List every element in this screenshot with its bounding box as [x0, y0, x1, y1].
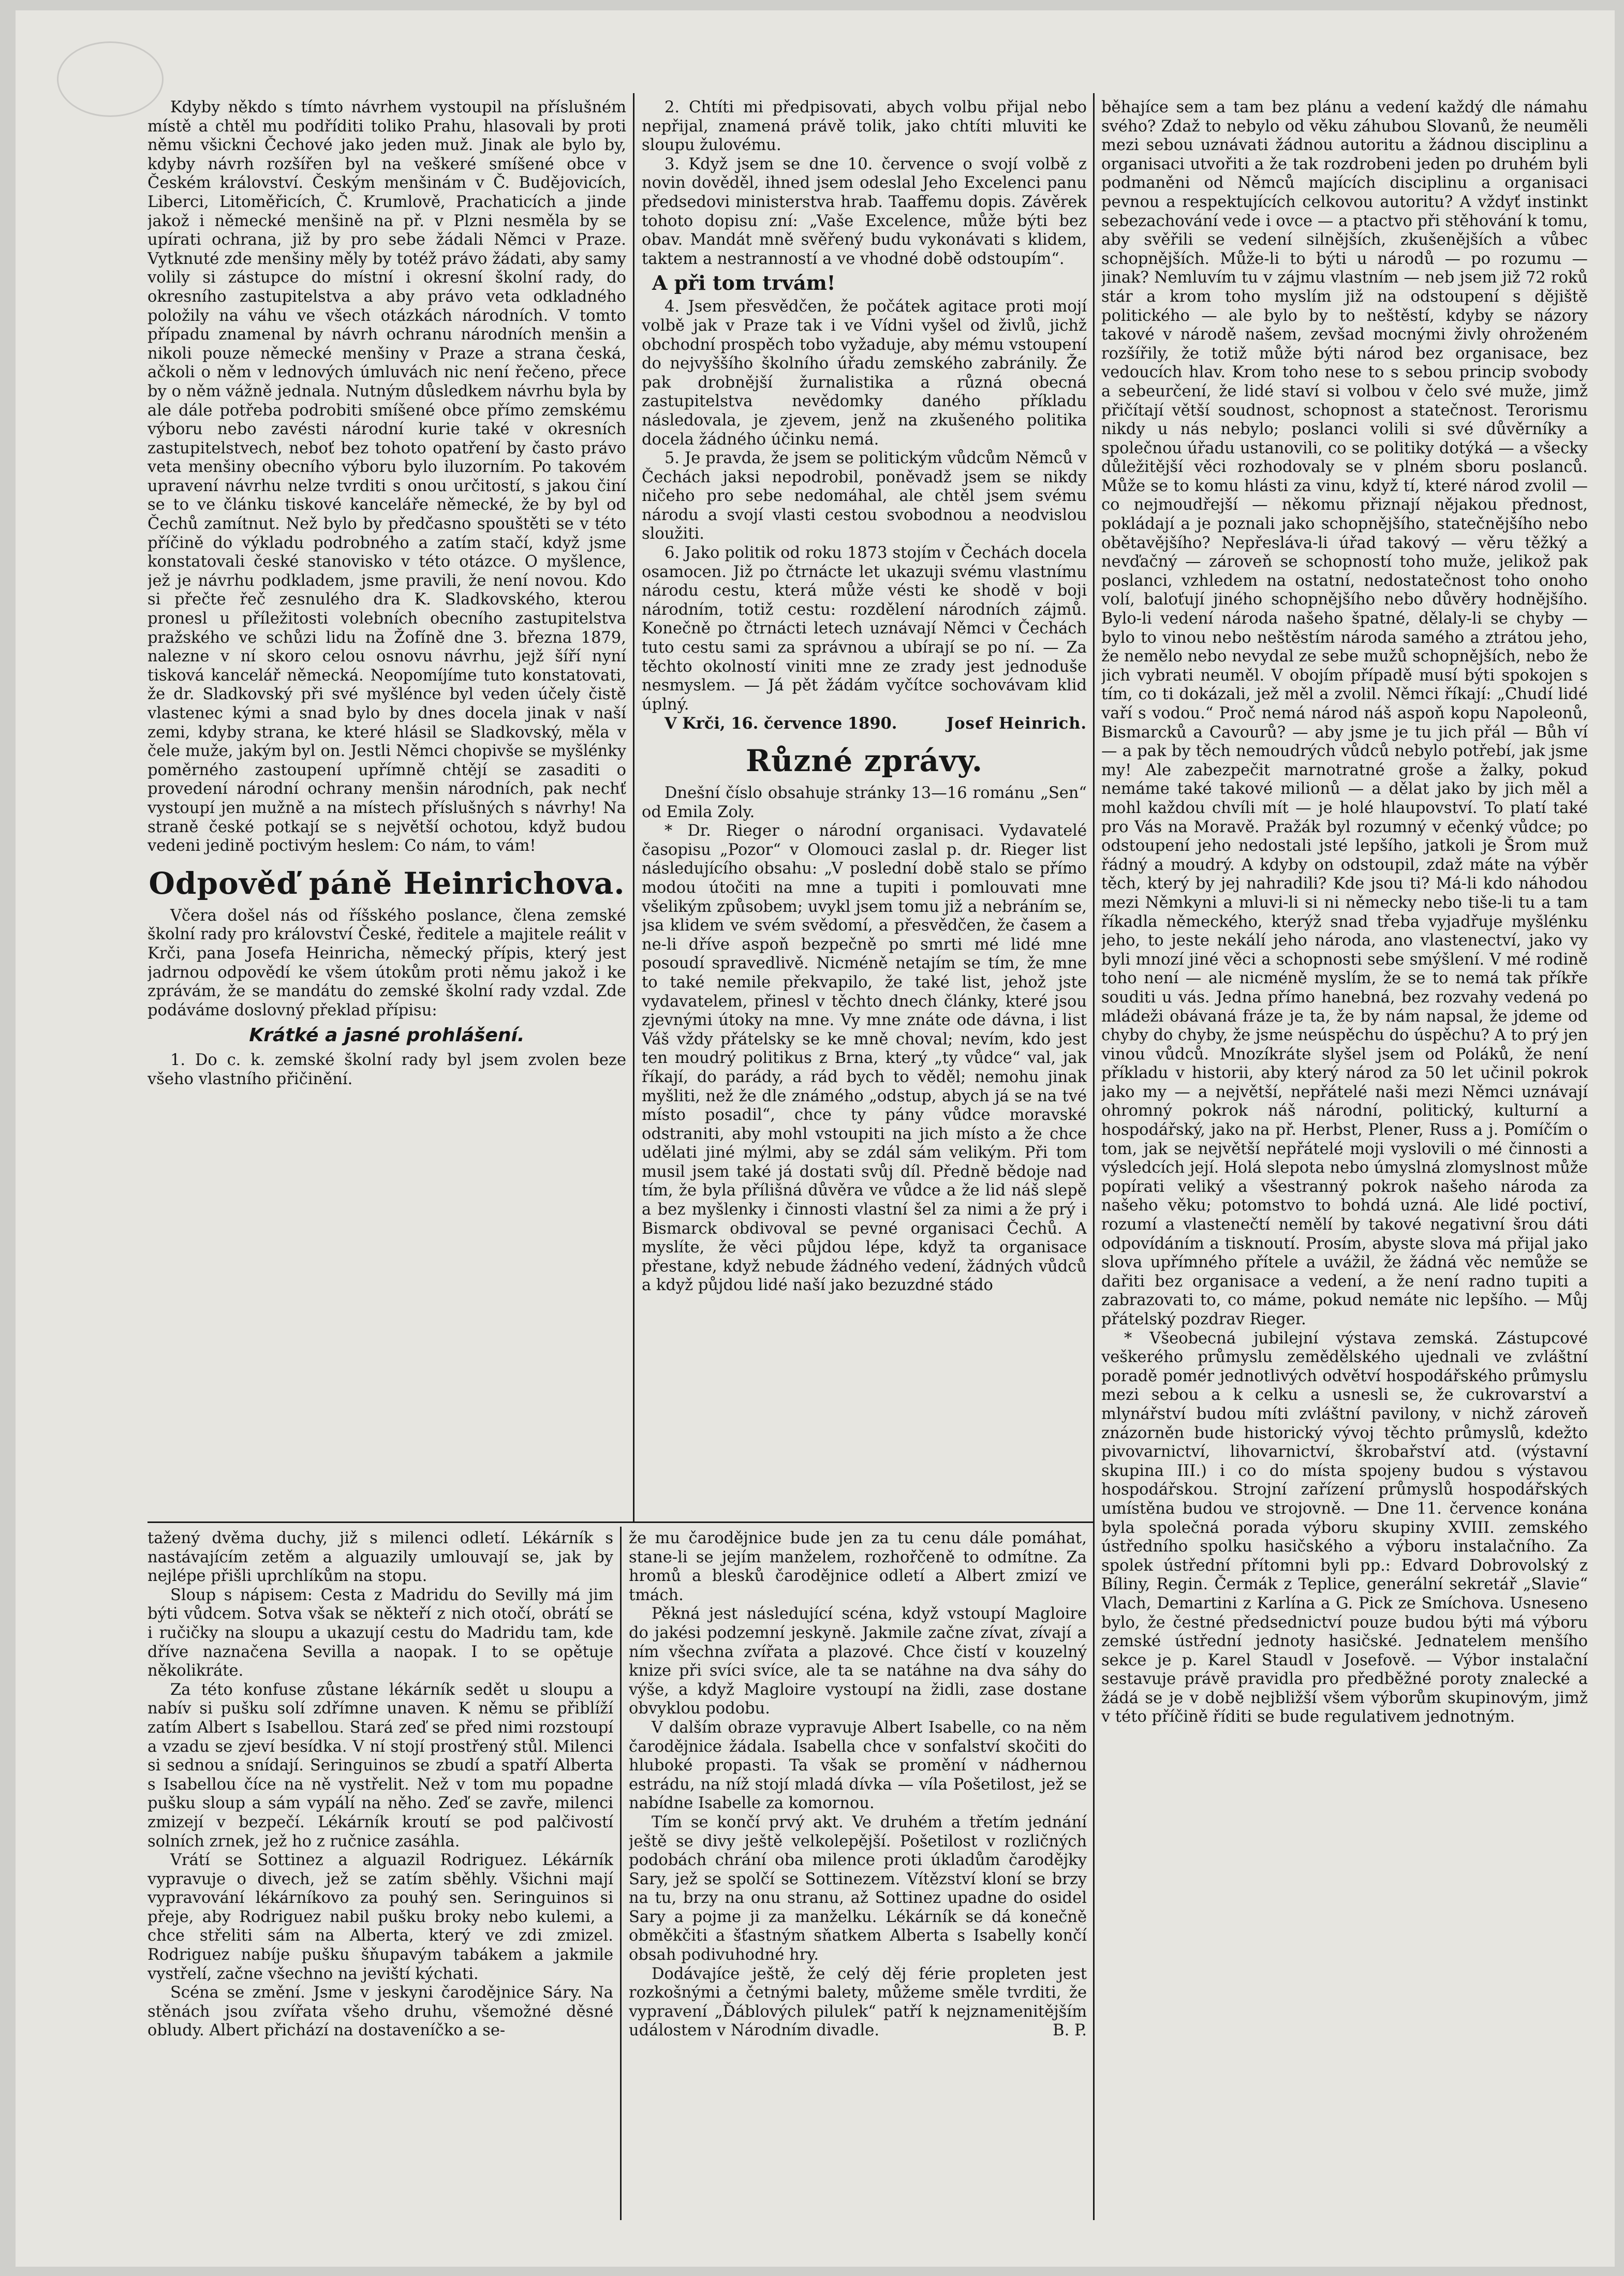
article-paragraph: 2. Chtíti mi předpisovati, abych volbu přijal nebo nepřijal, znamená právě tolik, jako chtíti mluviti ke sloupu žulovému. — [642, 98, 1087, 155]
article-paragraph: Kdyby někdo s tímto návrhem vystoupil na příslušném místě a chtěl mu podříditi toliko Prahu, hlasovali by proti němu všickni Čechové jako jeden muž. Jinak ale bylo by, kdyby návrh rozšířen byl na veškeré smíšené obce v Českém království. Českým menšinám v Č. Budějovicích, Liberci, Litoměřicích, Č. Krumlově, Prachaticích a jinde jakož i německé menšině na př. v Plzni nesměla by se upírati ochrana, již by pro sebe žádali Němci v Praze. Vytknuté zde menšiny měly by totéž právo žádati, aby samy volily si zástupce do místní i okresní školní rady, do okresního zastupitelstva a aby právo veta odkladného položily na váhu ve všech otázkách národních. V tomto případu znamenal by návrh ochranu národních menšin a nikoli pouze německé menšiny v Praze a strana česká, ačkoli o něm v lednových úmluvách nic není řečeno, přece by o něm vážně jednala. Nutným důsledkem návrhu byla by ale dále potřeba podrobiti smíšené obce přímo zemskému výboru nebo zavésti národní kurie také v okresních zastupitelstvech, neboť bez tohoto opatření by často právo veta menšiny obecního výboru bylo iluzorním. Po takovém upravení návrhu nelze tvrditi s onou určitostí, s jakou činí se to ve článku tiskové kanceláře německé, že by byl od Čechů zamítnut. Než bylo by předčasno spouštěti se v této příčině do výkladu podrobného a zatím stačí, když jsme konstatovali české stanovisko v této otázce. O myšlence, jež je návrhu podkladem, jsme pravili, že není novou. Kdo si přečte řeč zesnulého dra K. Sladkovského, kterou pronesl u příležitosti volebních obecního zastupitelstva pražského ve schůzi lidu na Žofíně dne 3. března 1879, nalezne v ní skoro celou osnovu návrhu, jejž šíří nyní tisková kancelář německá. Neopomíjíme tuto konstatovati, že dr. Sladkovský při své myšlénce byl veden účely čistě vlastenec kými a snad bylo by dnes docela jinak v naší zemi, kdyby strana, ke které hlásil se Sladkovský, měla v čele muže, jakým byl on. Jestli Němci chopivše se myšlénky poměrného zastoupení upřímně chtějí se zasaditi o provedení národní ochrany menšin národních, pak nechť vystoupí jen mužně a na místech příslušných s návrhy! Na straně české potkají se s největší ochotou, když budou vedeni jedině poctivým heslem: Co nám, to vám! — [147, 98, 626, 855]
feuilleton-paragraph: Vrátí se Sottinez a alguazil Rodriguez. Lékárník vypravuje o divech, jež se zatím sběhly. Všichni mají vypravování lékárníkovo za pouhý sen. Seringuinos si přeje, aby Rodriguez nabil pušku broky nebo kulemi, a chce střeliti sám na Alberta, který ve zdi zmizel. Rodriguez nabíje pušku šňupavým tabákem a jakmile vystřelí, začne všechno na jeviští kýchati. — [147, 1851, 613, 1983]
section-headline: Různé zprávy. — [745, 743, 983, 778]
article-paragraph: 1. Do c. k. zemské školní rady byl jsem zvolen beze všeho vlastního přičinění. — [147, 1051, 626, 1088]
feuilleton-paragraph: V dalším obraze vypravuje Albert Isabelle, co na něm čarodějnice žádala. Isabella chce v sonfalství skočiti do hluboké propasti. Ta však se promění v nádhernou estrádu, na níž stojí mladá dívka — víla Pošetilost, jež se nabídne Isabelle za komornou. — [629, 1718, 1087, 1813]
article-paragraph: 6. Jako politik od roku 1873 stojím v Čechách docela osamocen. Již po čtrnácte let ukazuji svému vlastnímu národu cestu, která může vésti ke shodě v boji národním, totiž cestu: rozdělení národních zájmů. Konečně po čtrnácti letech uznávají Němci v Čechách tuto cestu sami za správnou a ubírají se po ní. — Za těchto okolností viniti mne ze zrady jest jednoduše nesmyslem. — Já pět žádám vyčítce sochovávam klid úplný. — [642, 544, 1087, 714]
feuilleton-paragraph: Za této konfuse zůstane lékárník sedět u sloupu a nabív si pušku solí zdřímne unaven. K němu se přiblíží zatím Albert s Isabellou. Stará zeď se před nimi rozstoupí a vzadu se zjeví besídka. V ní stojí prostřený stůl. Milenci si sednou a snídají. Seringuinos se zbudí a spatří Alberta s Isabellou číce na ně vystřelit. Než v tom mu popadne pušku sloup a sám vypálí na něho. Zeď se zavře, milenci zmizejí v bezpečí. Lékárník kroutí se pod palčivostí solních zrnek, jež ho z ručnice zasáhla. — [147, 1680, 613, 1851]
signature-row — [642, 714, 1087, 733]
feuilleton-closing-text: Dodávajíce ještě, že celý děj férie propleten jest rozkošnými a četnými balety, můžeme směle tvrditi, že vypravení „Ďáblových pilulek“ patří k nejznamenitějším událostem v Národním divadle. — [629, 1964, 1087, 2040]
feuilleton-paragraph: Sloup s nápisem: Cesta z Madridu do Sevilly má jim býti vůdcem. Sotva však se někteří z nich otočí, obrátí se i ručičky na sloupu a ukazují cestu do Madridu tam, kde dříve naznačena Sevilla a naopak. I to se opětuje několikráte. — [147, 1586, 613, 1680]
feuilleton-column-2 — [629, 1529, 1087, 2220]
news-paragraph: * Všeobecná jubilejní výstava zemská. Zástupcové veškerého průmyslu zemědělského ujednali ve zvláštní poradě pomér jednotlivých odvětví hospodářského průmyslu mezi sebou a k celku a usnesli se, že cukrovarství a mlynářství budou míti zvláštní pavilony, v nichž zároveň znázorněn bude historický vývoj těchto průmyslů, kdežto pivovarnictví, lihovarnictví, škrobařství atd. (výstavní skupina III.) i co do místa spojeny budou s výstavou hospodářskou. Strojní zařízení průmyslů hospodářských umístěna budou ve strojovně. — Dne 11. července konána byla společná porada výboru skupiny XVIII. zemského ústředního spolku hasičského a výboru instalačního. Za spolek ústřední přítomni byli pp.: Edvard Dobrovolský z Bíliny, Regin. Čermák z Teplice, generální sekretář „Slavie“ Vlach, Demartini z Karlína a G. Pick ze Smíchova. Usneseno bylo, že čestné předsednictví pouze budou býti má výboru zemské ústřední jednoty hasičské. Jednatelem menšího sekce je p. Karel Staudl v Josefově. — Výbor instalační sestavuje právě pravidla pro předběžné poroty znalecké a žádá se je v době nejbližší všem výborům skupinovým, jimž v této příčině říditi se bude regulativem jednotným. — [1101, 1329, 1588, 1726]
article-paragraph: 5. Je pravda, že jsem se politickým vůdcům Němců v Čechách jaksi nepodrobil, poněvadž jsem se nikdy ničeho pro sebe nedomáhal, ale chtěl jsem svému národu a svojí vlasti cestou svobodnou a neodvislou sloužiti. — [642, 449, 1087, 543]
column-rule-1 — [633, 93, 634, 1521]
article-paragraph: 4. Jsem přesvědčen, že počátek agitace proti mojí volbě jak v Praze tak i ve Vídni vyšel od živlů, jichž obchodní prospěch tobo vyžaduje, aby mému vstoupení do nejvyššího školního úřadu zemského zabránily. Že pak drobnější žurnalistika a různá obecná zastupitelstva nevědomky daného příkladu následovala, je zjevem, jenž na zkušeného politika docela žádného účinku nemá. — [642, 298, 1087, 449]
article-headline: Odpověď páně Heinrichova. — [149, 865, 625, 901]
feuilleton-paragraph: tažený dvěma duchy, již s milenci odletí. Lékárník s nastávajícím zetěm a alguazily umlouvají se, jak by nejlépe přišli uprchlíkům na stopu. — [147, 1529, 613, 1586]
news-paragraph: Dnešní číslo obsahuje stránky 13—16 románu „Sen“ od Emila Zoly. — [642, 784, 1087, 821]
article-subheadline: Krátké a jasné prohlášení. — [249, 1025, 525, 1046]
feuilleton-rule — [147, 1521, 1095, 1523]
column-1 — [147, 98, 626, 1519]
article-paragraph: 3. Když jsem se dne 10. července o svojí volbě z novin dověděl, ihned jsem odeslal Jeho Excelenci panu předsedovi ministerstva hrab. Taaffemu dopis. Závěrek tohoto dopisu zní: „Vaše Excelence, může býti bez obav. Mandát mně svěřený budu vykonávati s klidem, taktem a nestranností a ve vhodné době odstoupím“. — [642, 155, 1087, 268]
feuilleton-signature: B. P. — [1053, 2021, 1087, 2040]
feuilleton-column-rule — [620, 1527, 622, 2220]
news-paragraph: běhajíce sem a tam bez plánu a vedení každý dle námahu svého? Zdaž to nebylo od věku záhubou Slovanů, že neuměli mezi sebou uznávati žádnou autoritu a žádnou disciplinu a organisaci utvořiti a že tak rozdrobeni jeden po druhém byli podmaněni od Němců majících disciplinu a organisaci pevnou a respektujících celkovou autoritu? A vždyť instinkt sebezachování vede i ovce — a ptactvo při stěhování k tomu, aby svěřili se vedení silnějších, zkušenějších a vůbec schopnějších. Může-li to býti u národů — po rozumu — jinak? Nemluvím tu v zájmu vlastním — neb jsem již 72 roků stár a krom toho myslím již na odstoupení s dějiště politického — ale bylo by to neštěstí, kdyby se názory takové v národě našem, zevšad mocnými živly ohroženém rozšířily, že totiž může býti národ bez organisace, bez vedoucích hlav. Krom toho nese to s sebou princip svobody a sebeurčení, že lidé staví si volbou v čelo své muže, jimž přičítají větší soudnost, schopnost a statečnost. Terorismu nikdy u nás nebylo; poslanci volili si své důvěrníky a společnou úřadu ustanovili, co se politiky dotýká — a všecky důležitější věci rozhodovaly se v plném sboru poslanců. Může se to komu hlásti za vinu, když tí, které národ zvolil — co nejmoudřejší — někomu přiznají nějakou přednost, pokládají a je poznali jako schopnějšího, statečnějšího nebo obětavějšího? Nepřesláva-li úřad takový — věru těžký a nevďačný — zároveň se schopností toho muže, jelikož pak poslanci, vzhledem na ostatní, nedostatečnost toho onoho volí, baloťují jiného schopnějšího nebo důvěry hodnějšího. Bylo-li vedení národa našeho špatné, dělaly-li se chyby — bylo to vinou nebo neštěstím národa samého a ztrátou jeho, že nemělo nebo nevydal ze sebe mužů schopnějších, nebo že jich vybrati neuměl. V obojím případě musí býti spokojen s tím, co ti dokázali, jež měl a zvolil. Němci říkají: „Chudí lidé vaří s vodou.“ Proč nemá národ náš aspoň kopu Napoleonů, Bismarcků a Cavourů? — aby jsme je tu jich přál — Bůh ví — a pak by těch nemoudrých vůdců nebylo potřebí, jak jsme my! Ale zabezpečit marnotratné groše a žalky, pokud nemáme také takové milionů — a dělat jako by jich měl a mohl každou chvíli mít — je holé hlaupovství. To platí také pro Vás na Moravě. Pražák byl rozumný v ečenký vůdce; po odstoupení jeho nedostali jsté lepšího, jatkoli je Šrom muž řádný a moudrý. A kdyby on odstoupil, zdaž máte na výběr těch, který by jej nahradili? Kde jsou ti? Má-li kdo náhodou mezi Němkyni a mluvi-li si ni německy nebo tiše-li tu a tam říkadla německého, kterýž snad třeba vyjadřuje myšlénku jeho, to jeste nekálí jeho národa, ano vlastenectví, jako vy byli mnozí jiné věci a schopnosti sebe smýšlení. V mé rodině toho není — ale nicméně myslím, že se to nemá tak příkře souditi u vás. Jedna přímo hanebná, bez rozvahy vedená po mládeži obávaná fráze je ta, že by nám napsal, že jdeme od chyby do chyby, že jsme neúspěchu do úspěchu? A to prý jen vinou vůdců. Mnozíkráte slyšel jsem od Poláků, že není příkladu v historii, aby který národ za 50 let učinil pokrok jako my — a největší, nepřátelé naši mezi Němci uznávají ohromný pokrok náš národní, politický, kulturní a hospodářský, jako na př. Herbst, Plener, Russ a j. Pomíčím o tom, jak se největší nepřátelé moji vyslovili o mé činnosti a výsledcích její. Holá slepota nebo úmyslná zlomyslnost může popírati veliký a všestranný pokrok našeho národa za našeho věku; potomstvo to bohdá uzná. Ale lidé poctiví, rozumí a vlastenečtí nemělí by takové negativní šrou dáti odpovídáním a tisknoutí. Prosím, abyste slova má přijal jako slova upřímného přítele a uvážil, že žádná věc nemůže se dařiti bez organisace a vedení, a že není radno tupiti a zabrazovati to, co máme, pokud nemáte nic lepšího. — Můj přátelský pozdrav Rieger. — [1101, 98, 1588, 1328]
feuilleton-paragraph: Tím se končí prvý akt. Ve druhém a třetím jednání ještě se divy ještě velkolepější. Pošetilost v rozličných podobách chrání oba milence proti úkladům čarodějky Sary, jež se spolčí se Sottinezem. Vítězství kloní se brzy na tu, brzy na onu stranu, až Sottinez upadne do osidel Sary a pojme ji za manželku. Lékárník se dá konečně obměkčiti a šťastným sňatkem Alberta s Isabelly končí obsah podivuhodné hry. — [629, 1813, 1087, 1964]
feuilleton-paragraph: Pěkná jest následující scéna, když vstoupí Magloire do jakési podzemní jeskyně. Jakmile začne zívat, zívají a ním všechna zvířata a plazové. Chce čistí v kouzelný knize při svíci svíce, ale ta se natáhne na dva sáhy do výše, a když Magloire vystoupí na židli, zase dostane obvyklou podobu. — [629, 1605, 1087, 1718]
column-3 — [1101, 98, 1588, 2223]
feuilleton-paragraph: Scéna se změní. Jsme v jeskyni čarodějnice Sáry. Na stěnách jsou zvířata všeho druhu, všemožné děsné obludy. Albert přichází na dostaveníčko a se- — [147, 1984, 613, 2040]
column-2 — [642, 98, 1087, 1519]
signature-name: Josef Heinrich. — [946, 714, 1087, 733]
article-subheadline: A při tom trvám! — [652, 271, 836, 295]
news-paragraph: * Dr. Rieger o národní organisaci. Vydavatelé časopisu „Pozor“ v Olomouci zaslal p. dr. Rieger list následujícího obsahu: „V poslední době stalo se přímo modou útočiti na mne a tupiti i pomlouvati mne všelikým způsobem; uvykl jsem tomu již a nebráním se, jsa klidem ve svém svědomí, a přesvědčen, že časem a ne-li dříve aspoň bezpečně po smrti mé lidé mne posoudí spravedlivě. Nicméně netajím se tím, že mne to také nemile překvapilo, že také list, jehož jste vydavatelem, přinesl v těchto dnech články, které jsou zjevnými útoky na mne. Vy mne znáte ode dávna, i list Váš vždy přátelsky se ke mně choval; nevím, kdo jest ten moudrý politikus z Brna, který „ty vůdce“ val, jak říkají, do parády, a rád bych to věděl; nemohu jinak myšliti, než že dle známého „odstup, abych já se na tvé místo posadil“, chce ty pány vůdce moravské odstraniti, aby mohl vstoupiti na jich místo a že chce udělati jiné mýlmi, aby se zdál sám velikým. Při tom musil jsem také já dostati svůj díl. Předně bědoje nad tím, že byla přílišná důvěra ve vůdce a že lid náš slepě a bez myšlenky i činnosti vlastní šel za nimi a že prý i Bismarck obdivoval se pevné organisaci Čechů. A myslíte, že věci půjdou lépe, když ta organisace přestane, když nebude žádného vedení, žádných vůdců a když půjdou lidé naší jako bezuzdné stádo — [642, 822, 1087, 1295]
feuilleton-paragraph: že mu čarodějnice bude jen za tu cenu dále pomáhat, stane-li se jejím manželem, rozhořčeně to odmítne. Za hromů a blesků čarodějnice odletí a Albert zmizí ve tmách. — [629, 1529, 1087, 1604]
newspaper-page — [16, 10, 1615, 2267]
signature-place-date: V Krči, 16. července 1890. — [665, 714, 897, 733]
article-paragraph: Včera došel nás od říšského poslance, člena zemské školní rady pro království České, ředitele a majitele reálit v Krči, pana Josefa Heinricha, německý přípis, který jest jadrnou odpovědí ke všem útokům proti němu jakož i ke zprávám, že se mandátu do zemské školní rady vzdal. Zde podáváme doslovný překlad přípisu: — [147, 906, 626, 1019]
feuilleton-column-1 — [147, 1529, 613, 2220]
column-rule-2 — [1093, 93, 1095, 2220]
feuilleton-paragraph — [629, 1965, 1087, 2041]
